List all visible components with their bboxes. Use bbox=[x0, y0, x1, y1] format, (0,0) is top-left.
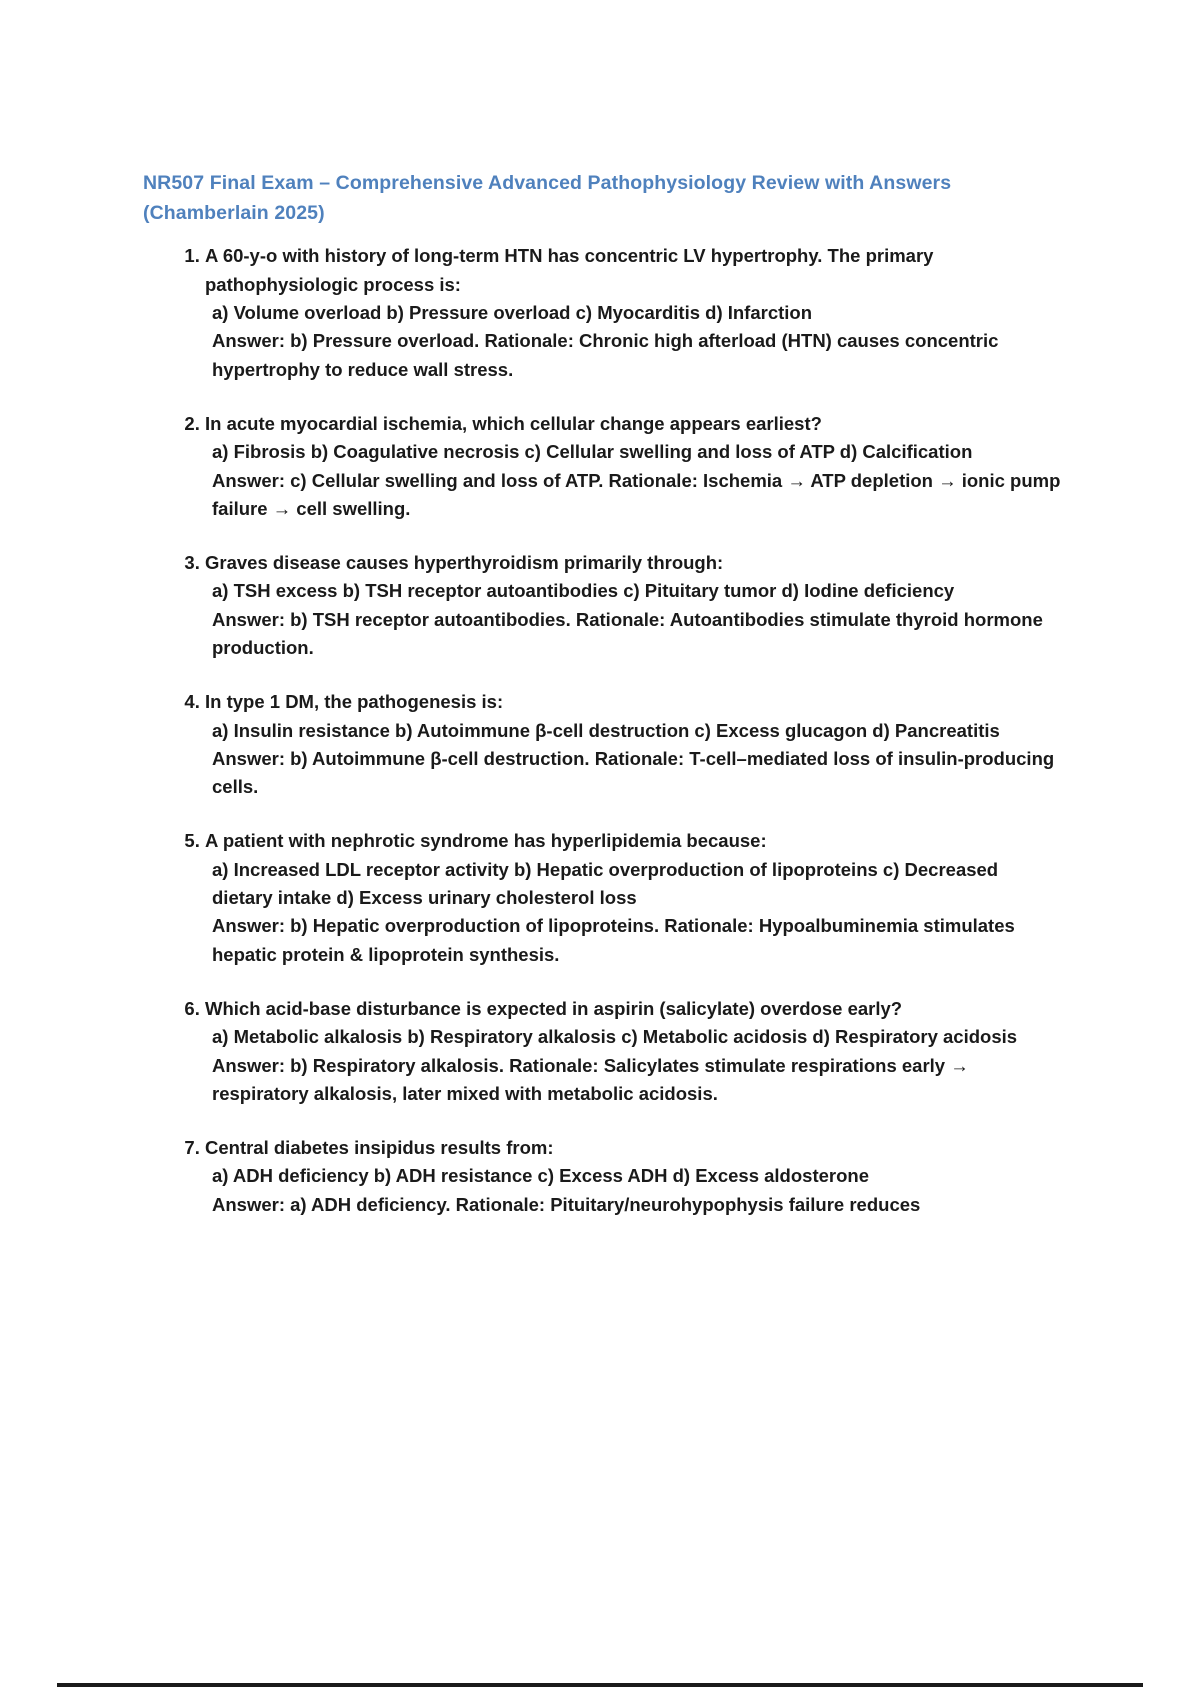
question-item bbox=[205, 827, 1063, 968]
question-stem: 7. Central diabetes insipidus results from: bbox=[205, 1137, 554, 1159]
question-answer: Answer: a) ADH deficiency. Rationale: Pituitary/neurohypophysis failure reduces bbox=[212, 1193, 921, 1215]
question-stem: 1. A 60-y-o with history of long-term HTN has concentric LV hypertrophy. The primary pathophysiologic process is: bbox=[205, 245, 934, 295]
document-title: NR507 Final Exam – Comprehensive Advanced Pathophysiology Review with Answers (Chamberlain 2025) bbox=[143, 172, 952, 225]
question-item bbox=[205, 995, 1063, 1108]
question-stem: 6. Which acid-base disturbance is expected in aspirin (salicylate) overdose early? bbox=[205, 997, 903, 1019]
question-answer: Answer: b) Pressure overload. Rationale: Chronic high afterload (HTN) causes concentric hypertrophy to reduce wall stress. bbox=[212, 330, 999, 380]
question-item bbox=[205, 1134, 1063, 1219]
question-stem: 4. In type 1 DM, the pathogenesis is: bbox=[205, 691, 504, 713]
question-stem: 5. A patient with nephrotic syndrome has hyperlipidemia because: bbox=[205, 830, 767, 852]
question-item bbox=[205, 549, 1063, 662]
question-stem: 3. Graves disease causes hyperthyroidism primarily through: bbox=[205, 552, 724, 574]
question-options: a) Insulin resistance b) Autoimmune β-cell destruction c) Excess glucagon d) Pancreatitis bbox=[212, 719, 1000, 741]
question-item bbox=[205, 410, 1063, 523]
question-answer: Answer: b) Respiratory alkalosis. Rationale: Salicylates stimulate respirations early → respiratory alkalosis, later mixed with metabolic acidosis. bbox=[212, 1054, 969, 1104]
question-answer: Answer: b) Hepatic overproduction of lipoproteins. Rationale: Hypoalbuminemia stimulates hepatic protein & lipoprotein synthesis. bbox=[212, 915, 1015, 965]
question-answer: Answer: c) Cellular swelling and loss of ATP. Rationale: Ischemia → ATP depletion → ionic pump failure → cell swelling. bbox=[212, 469, 1061, 519]
question-stem: 2. In acute myocardial ischemia, which cellular change appears earliest? bbox=[205, 412, 822, 434]
question-item bbox=[205, 242, 1063, 383]
question-options: a) Fibrosis b) Coagulative necrosis c) Cellular swelling and loss of ATP d) Calcification bbox=[212, 441, 973, 463]
question-list bbox=[143, 242, 1063, 1219]
document-content bbox=[143, 168, 1063, 1245]
question-options: a) Increased LDL receptor activity b) Hepatic overproduction of lipoproteins c) Decreased dietary intake d) Excess urinary cholesterol loss bbox=[212, 858, 999, 909]
question-answer: Answer: b) Autoimmune β-cell destruction. Rationale: T-cell–mediated loss of insulin-producing cells. bbox=[212, 747, 1055, 798]
question-item bbox=[205, 688, 1063, 801]
question-answer: Answer: b) TSH receptor autoantibodies. Rationale: Autoantibodies stimulate thyroid hormone production. bbox=[212, 608, 1043, 658]
question-options: a) Volume overload b) Pressure overload c) Myocarditis d) Infarction bbox=[212, 302, 813, 324]
footer-divider bbox=[57, 1683, 1143, 1687]
question-options: a) Metabolic alkalosis b) Respiratory alkalosis c) Metabolic acidosis d) Respiratory acidosis bbox=[212, 1026, 1018, 1048]
question-options: a) ADH deficiency b) ADH resistance c) Excess ADH d) Excess aldosterone bbox=[212, 1165, 869, 1187]
question-options: a) TSH excess b) TSH receptor autoantibodies c) Pituitary tumor d) Iodine deficiency bbox=[212, 580, 955, 602]
